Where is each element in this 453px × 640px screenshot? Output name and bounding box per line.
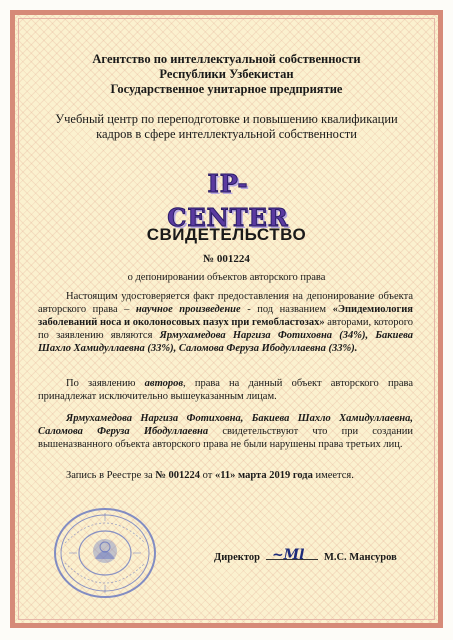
signature-scrawl: ~Ml xyxy=(271,547,305,563)
certificate-content xyxy=(18,18,435,622)
authors-names: Ярмухамедова Наргиза Фотиховна, Бакиева Шахло Хамидуллаевна, Саломова Феруза Ибодуллаевна xyxy=(38,413,413,437)
paragraph-text: По заявлению xyxy=(66,378,145,389)
training-center xyxy=(18,112,435,142)
registry-text: Запись в Реестре за xyxy=(66,470,156,481)
paragraph-text: - под названием xyxy=(240,304,333,315)
organization-line-1: Агентство по интеллектуальной собственности xyxy=(92,52,361,66)
signatory-name: М.С. Мансуров xyxy=(323,552,397,563)
signature-line xyxy=(266,547,318,563)
work-type: научное произведение xyxy=(135,304,241,315)
registry-number: № 001224 xyxy=(155,470,200,481)
certificate-title: СВИДЕТЕЛЬСТВО xyxy=(146,225,307,244)
authors-word: авторов xyxy=(144,378,184,389)
official-seal xyxy=(49,503,161,603)
center-line-1: Учебный центр по переподготовке и повышению квалификации xyxy=(55,112,398,126)
registry-record xyxy=(66,470,426,481)
certificate-subject: о депонировании объектов авторского права xyxy=(127,272,326,283)
paragraph-text: , права на данный объект авторского права принадлежат исключительно вышеуказанным лицам. xyxy=(38,378,413,402)
ip-center-logo: IP-CENTER xyxy=(167,169,289,232)
work-title: «Эпидемиология заболеваний носа и околоносовых пазух при гемобластозах» xyxy=(38,304,413,328)
paragraph-text: свидетельствуют что при создании вышеназванного объекта авторского права не были нарушены права третьих лиц. xyxy=(38,426,414,450)
paragraph-deposit xyxy=(38,290,413,355)
center-line-2: кадров в сфере интеллектуальной собственности xyxy=(96,127,357,141)
issuing-organization xyxy=(18,52,435,97)
paragraph-declaration xyxy=(38,412,413,451)
registry-text: от xyxy=(200,470,215,481)
registry-date: «11» марта 2019 года xyxy=(214,470,313,481)
paragraph-text: авторами, которого по заявлению являются xyxy=(38,317,413,341)
authors-shares: Ярмухамедова Наргиза Фотиховна (34%), Бакиева Шахло Хамидуллаевна (33%), Саломова Феруза Ибодуллаевна (33%). xyxy=(38,330,413,354)
signature-role: Директор xyxy=(214,552,260,563)
organization-line-3: Государственное унитарное предприятие xyxy=(110,82,343,96)
seal-graphic xyxy=(49,503,161,603)
organization-line-2: Республики Узбекистан xyxy=(159,67,294,81)
paragraph-rights xyxy=(38,377,413,403)
signature-block xyxy=(214,547,434,563)
certificate-number: № 001224 xyxy=(203,253,250,265)
paragraph-text: Настоящим удостоверяется факт предоставления на депонирование объекта авторского права – xyxy=(38,291,413,315)
registry-text: имеется. xyxy=(312,470,354,481)
